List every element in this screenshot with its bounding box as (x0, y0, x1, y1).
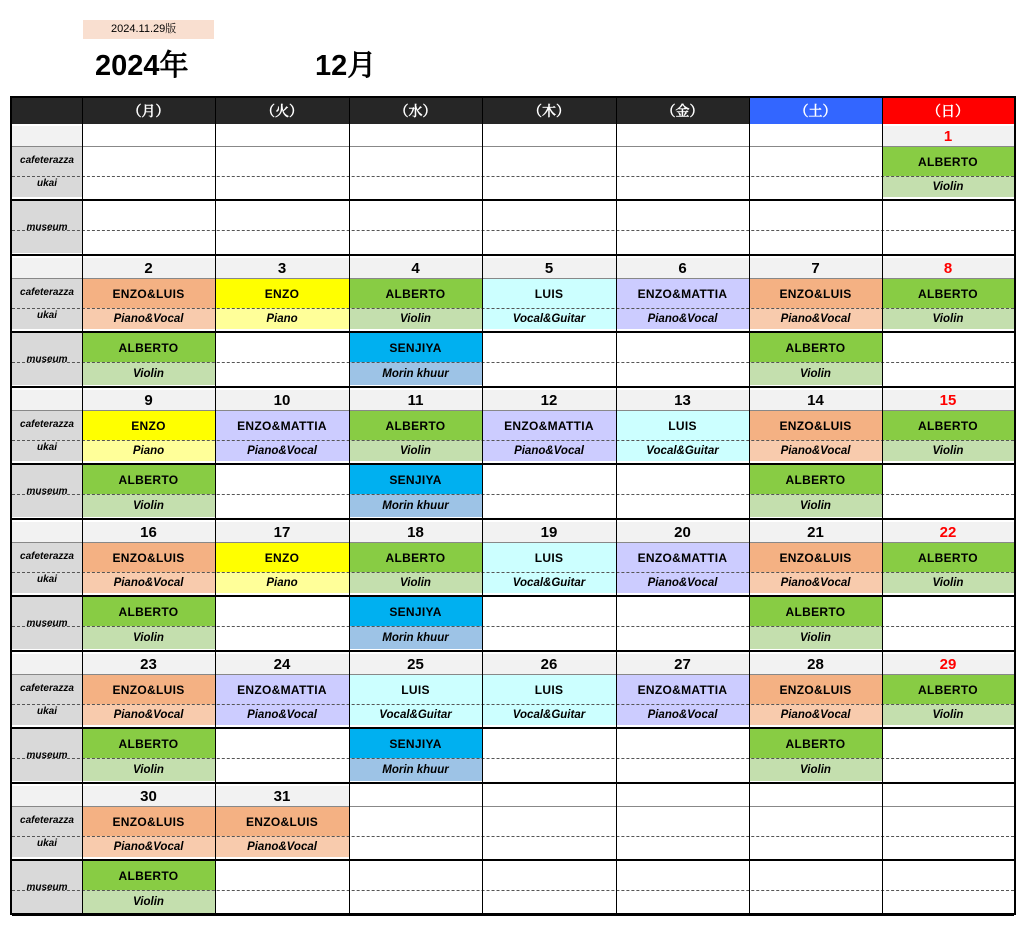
version-label: 2024.11.29版 (83, 20, 214, 39)
cafe-performer (482, 147, 616, 176)
week-separator (12, 518, 1014, 520)
museum-performer: SENJIYA (349, 597, 482, 626)
month-title: 12月 (315, 50, 377, 82)
museum-performer (882, 861, 1014, 890)
dashed-separator (12, 758, 1014, 759)
cafe-performer: ENZO&MATTIA (616, 279, 749, 308)
museum-instrument (882, 626, 1014, 649)
cafe-instrument (482, 836, 616, 857)
museum-instrument (215, 758, 349, 781)
cafe-instrument: Piano&Vocal (616, 704, 749, 725)
museum-instrument: Morin khuur (349, 758, 482, 781)
cafe-instrument: Piano&Vocal (82, 836, 215, 857)
museum-performer (482, 333, 616, 362)
museum-instrument (882, 758, 1014, 781)
museum-instrument (482, 230, 616, 253)
weekday-header: （日） (882, 98, 1014, 124)
cafe-performer: ENZO&LUIS (82, 279, 215, 308)
cafe-instrument: Vocal&Guitar (349, 704, 482, 725)
cafe-instrument: Piano&Vocal (749, 572, 882, 593)
cafe-instrument (616, 176, 749, 197)
day-number: 17 (215, 522, 349, 542)
cafe-performer: ENZO (215, 543, 349, 572)
venue-cafe-line2: ukai (36, 574, 57, 585)
museum-instrument (616, 626, 749, 649)
museum-instrument: Violin (82, 494, 215, 517)
museum-performer: ALBERTO (82, 729, 215, 758)
day-number (749, 786, 882, 806)
cafe-performer: LUIS (616, 411, 749, 440)
cafe-instrument: Violin (349, 308, 482, 329)
museum-performer (749, 201, 882, 230)
day-number: 19 (482, 522, 616, 542)
museum-instrument: Morin khuur (349, 626, 482, 649)
day-number: 3 (215, 258, 349, 278)
row-separator (12, 542, 1014, 543)
row-separator (12, 278, 1014, 279)
schedule-calendar (10, 96, 1016, 915)
cafe-instrument: Piano&Vocal (215, 704, 349, 725)
cafe-instrument: Piano&Vocal (215, 440, 349, 461)
museum-performer (82, 201, 215, 230)
cafe-instrument (215, 176, 349, 197)
museum-performer (349, 201, 482, 230)
weekday-header: （水） (349, 98, 482, 124)
cafe-performer: ENZO&LUIS (749, 543, 882, 572)
day-number: 10 (215, 390, 349, 410)
venue-cafe-line1: cafeterazza (20, 287, 74, 298)
museum-instrument: Violin (749, 626, 882, 649)
cafe-instrument: Violin (349, 440, 482, 461)
museum-performer (616, 729, 749, 758)
venue-cafe-line1: cafeterazza (20, 815, 74, 826)
week-separator (12, 386, 1014, 388)
venue-label-blank (12, 786, 82, 806)
museum-instrument: Morin khuur (349, 494, 482, 517)
museum-instrument (215, 362, 349, 385)
cafe-instrument: Piano&Vocal (616, 308, 749, 329)
museum-performer: ALBERTO (749, 465, 882, 494)
museum-performer (882, 201, 1014, 230)
museum-instrument (749, 890, 882, 913)
cafe-instrument: Violin (349, 572, 482, 593)
museum-instrument: Violin (749, 758, 882, 781)
venue-separator (12, 463, 1014, 465)
museum-performer: SENJIYA (349, 465, 482, 494)
dashed-separator (12, 890, 1014, 891)
dashed-separator (12, 308, 1014, 309)
museum-instrument (616, 758, 749, 781)
venue-label-cafe (12, 147, 82, 197)
cafe-performer: ENZO (82, 411, 215, 440)
venue-label-museum: museum (12, 333, 82, 385)
day-number: 11 (349, 390, 482, 410)
museum-instrument (882, 362, 1014, 385)
museum-performer (882, 465, 1014, 494)
cafe-instrument: Piano (215, 308, 349, 329)
museum-instrument: Violin (749, 362, 882, 385)
weekday-header-blank (12, 98, 82, 124)
weekday-header: （火） (215, 98, 349, 124)
venue-separator (12, 727, 1014, 729)
cafe-performer (749, 147, 882, 176)
column-divider (882, 98, 883, 913)
museum-instrument (215, 890, 349, 913)
cafe-performer: ENZO&MATTIA (215, 675, 349, 704)
week-separator (12, 914, 1014, 916)
cafe-instrument: Piano&Vocal (82, 308, 215, 329)
cafe-instrument (882, 836, 1014, 857)
museum-performer: ALBERTO (749, 333, 882, 362)
day-number: 29 (882, 654, 1014, 674)
museum-instrument (215, 626, 349, 649)
museum-performer (482, 729, 616, 758)
venue-label-cafe (12, 411, 82, 461)
cafe-performer: ALBERTO (349, 411, 482, 440)
day-number: 6 (616, 258, 749, 278)
cafe-performer (616, 147, 749, 176)
day-number (349, 126, 482, 146)
venue-cafe-line1: cafeterazza (20, 683, 74, 694)
row-separator (12, 410, 1014, 411)
venue-label-blank (12, 654, 82, 674)
dashed-separator (12, 440, 1014, 441)
museum-instrument (482, 890, 616, 913)
cafe-instrument: Piano (82, 440, 215, 461)
cafe-performer: ENZO&LUIS (82, 675, 215, 704)
cafe-instrument (349, 836, 482, 857)
cafe-performer (482, 807, 616, 836)
weekday-header: （金） (616, 98, 749, 124)
museum-instrument: Violin (82, 758, 215, 781)
venue-separator (12, 859, 1014, 861)
museum-performer: ALBERTO (82, 465, 215, 494)
day-number (616, 786, 749, 806)
cafe-performer: LUIS (482, 279, 616, 308)
venue-cafe-line2: ukai (36, 838, 57, 849)
cafe-performer (82, 147, 215, 176)
day-number: 2 (82, 258, 215, 278)
cafe-performer: ALBERTO (882, 543, 1014, 572)
venue-label-museum: museum (12, 465, 82, 517)
cafe-instrument: Piano&Vocal (82, 704, 215, 725)
museum-instrument (616, 362, 749, 385)
dashed-separator (12, 494, 1014, 495)
museum-performer (616, 597, 749, 626)
cafe-instrument (349, 176, 482, 197)
museum-instrument (482, 626, 616, 649)
dashed-separator (12, 626, 1014, 627)
cafe-instrument: Vocal&Guitar (616, 440, 749, 461)
museum-performer (482, 597, 616, 626)
venue-label-museum: museum (12, 597, 82, 649)
dashed-separator (12, 704, 1014, 705)
day-number: 21 (749, 522, 882, 542)
day-number: 26 (482, 654, 616, 674)
venue-label-blank (12, 390, 82, 410)
venue-separator (12, 595, 1014, 597)
cafe-performer: LUIS (482, 543, 616, 572)
museum-instrument (616, 890, 749, 913)
venue-label-cafe (12, 675, 82, 725)
day-number: 1 (882, 126, 1014, 146)
venue-cafe-line2: ukai (36, 178, 57, 189)
museum-performer (482, 465, 616, 494)
museum-instrument (215, 230, 349, 253)
museum-instrument (882, 230, 1014, 253)
weekday-header: （木） (482, 98, 616, 124)
day-number: 30 (82, 786, 215, 806)
museum-instrument: Violin (82, 890, 215, 913)
cafe-instrument: Piano&Vocal (616, 572, 749, 593)
venue-separator (12, 331, 1014, 333)
cafe-instrument: Piano&Vocal (749, 440, 882, 461)
venue-label-cafe (12, 807, 82, 857)
cafe-performer: ENZO&LUIS (82, 807, 215, 836)
column-divider (349, 98, 350, 913)
cafe-instrument (616, 836, 749, 857)
museum-performer (616, 333, 749, 362)
cafe-performer: LUIS (349, 675, 482, 704)
museum-performer: ALBERTO (82, 333, 215, 362)
museum-instrument (482, 758, 616, 781)
museum-instrument (882, 494, 1014, 517)
museum-instrument (482, 494, 616, 517)
venue-label-museum: museum (12, 201, 82, 253)
venue-label-blank (12, 522, 82, 542)
museum-performer (215, 333, 349, 362)
day-number: 24 (215, 654, 349, 674)
cafe-performer: ENZO&LUIS (215, 807, 349, 836)
museum-performer (882, 597, 1014, 626)
venue-label-cafe (12, 543, 82, 593)
museum-instrument (482, 362, 616, 385)
museum-performer (616, 201, 749, 230)
museum-performer: ALBERTO (749, 597, 882, 626)
day-number: 27 (616, 654, 749, 674)
venue-label-cafe (12, 279, 82, 329)
venue-label-museum: museum (12, 861, 82, 913)
cafe-instrument: Vocal&Guitar (482, 704, 616, 725)
venue-label-blank (12, 258, 82, 278)
museum-performer (215, 597, 349, 626)
cafe-instrument (482, 176, 616, 197)
row-separator (12, 146, 1014, 147)
day-number: 9 (82, 390, 215, 410)
day-number: 28 (749, 654, 882, 674)
column-divider (215, 98, 216, 913)
column-divider (482, 98, 483, 913)
column-divider (616, 98, 617, 913)
day-number: 7 (749, 258, 882, 278)
day-number: 23 (82, 654, 215, 674)
cafe-performer (215, 147, 349, 176)
year-title: 2024年 (95, 50, 189, 82)
cafe-instrument (749, 176, 882, 197)
cafe-performer: ENZO&MATTIA (482, 411, 616, 440)
day-number: 25 (349, 654, 482, 674)
museum-performer (215, 465, 349, 494)
cafe-performer: ENZO&LUIS (749, 279, 882, 308)
cafe-instrument: Piano&Vocal (749, 308, 882, 329)
cafe-performer: ENZO&MATTIA (616, 675, 749, 704)
day-number (215, 126, 349, 146)
week-separator (12, 650, 1014, 652)
venue-separator (12, 199, 1014, 201)
day-number (749, 126, 882, 146)
cafe-performer (349, 147, 482, 176)
dashed-separator (12, 230, 1014, 231)
dashed-separator (12, 572, 1014, 573)
museum-performer: SENJIYA (349, 729, 482, 758)
day-number (349, 786, 482, 806)
weekday-header: （土） (749, 98, 882, 124)
cafe-performer (882, 807, 1014, 836)
day-number: 13 (616, 390, 749, 410)
dashed-separator (12, 176, 1014, 177)
museum-performer (349, 861, 482, 890)
cafe-instrument (749, 836, 882, 857)
day-number: 15 (882, 390, 1014, 410)
museum-instrument: Violin (749, 494, 882, 517)
museum-performer (215, 861, 349, 890)
cafe-performer (349, 807, 482, 836)
day-number: 8 (882, 258, 1014, 278)
cafe-instrument: Piano&Vocal (749, 704, 882, 725)
museum-performer (882, 729, 1014, 758)
cafe-performer (749, 807, 882, 836)
day-number: 18 (349, 522, 482, 542)
venue-cafe-line2: ukai (36, 442, 57, 453)
museum-instrument (616, 494, 749, 517)
cafe-instrument: Vocal&Guitar (482, 572, 616, 593)
dashed-separator (12, 362, 1014, 363)
museum-instrument: Violin (82, 626, 215, 649)
cafe-performer: LUIS (482, 675, 616, 704)
day-number: 20 (616, 522, 749, 542)
venue-cafe-line1: cafeterazza (20, 419, 74, 430)
museum-performer: SENJIYA (349, 333, 482, 362)
venue-label-blank (12, 126, 82, 146)
museum-performer (749, 861, 882, 890)
row-separator (12, 806, 1014, 807)
museum-performer (882, 333, 1014, 362)
day-number: 12 (482, 390, 616, 410)
day-number: 5 (482, 258, 616, 278)
column-divider (749, 98, 750, 913)
cafe-instrument: Piano&Vocal (82, 572, 215, 593)
museum-performer (215, 729, 349, 758)
day-number (482, 126, 616, 146)
museum-performer (215, 201, 349, 230)
weekday-header: （月） (82, 98, 215, 124)
dashed-separator (12, 836, 1014, 837)
cafe-performer: ENZO&LUIS (82, 543, 215, 572)
cafe-instrument (82, 176, 215, 197)
museum-performer (616, 465, 749, 494)
museum-instrument (616, 230, 749, 253)
column-divider (82, 98, 83, 913)
cafe-performer: ALBERTO (882, 147, 1014, 176)
museum-instrument (82, 230, 215, 253)
cafe-performer: ENZO&LUIS (749, 411, 882, 440)
cafe-performer: ALBERTO (349, 279, 482, 308)
museum-instrument (749, 230, 882, 253)
cafe-performer: ALBERTO (882, 675, 1014, 704)
cafe-performer: ALBERTO (882, 411, 1014, 440)
week-separator (12, 782, 1014, 784)
venue-label-museum: museum (12, 729, 82, 781)
day-number: 4 (349, 258, 482, 278)
museum-performer: ALBERTO (82, 597, 215, 626)
day-number (82, 126, 215, 146)
row-separator (12, 674, 1014, 675)
day-number (616, 126, 749, 146)
venue-cafe-line2: ukai (36, 706, 57, 717)
cafe-performer: ENZO&MATTIA (616, 543, 749, 572)
museum-performer (482, 201, 616, 230)
cafe-performer: ENZO&LUIS (749, 675, 882, 704)
cafe-instrument: Vocal&Guitar (482, 308, 616, 329)
cafe-instrument: Violin (882, 440, 1014, 461)
day-number: 16 (82, 522, 215, 542)
day-number: 14 (749, 390, 882, 410)
cafe-instrument: Violin (882, 176, 1014, 197)
museum-performer (482, 861, 616, 890)
cafe-performer: ALBERTO (882, 279, 1014, 308)
museum-performer (616, 861, 749, 890)
museum-performer: ALBERTO (82, 861, 215, 890)
cafe-instrument: Piano&Vocal (215, 836, 349, 857)
cafe-instrument: Piano (215, 572, 349, 593)
cafe-performer: ENZO&MATTIA (215, 411, 349, 440)
museum-instrument (349, 230, 482, 253)
museum-instrument (215, 494, 349, 517)
venue-cafe-line1: cafeterazza (20, 551, 74, 562)
venue-cafe-line2: ukai (36, 310, 57, 321)
day-number: 31 (215, 786, 349, 806)
museum-instrument: Violin (82, 362, 215, 385)
cafe-performer (616, 807, 749, 836)
day-number: 22 (882, 522, 1014, 542)
museum-performer: ALBERTO (749, 729, 882, 758)
museum-instrument: Morin khuur (349, 362, 482, 385)
cafe-instrument: Violin (882, 572, 1014, 593)
cafe-instrument: Violin (882, 704, 1014, 725)
cafe-performer: ENZO (215, 279, 349, 308)
cafe-performer: ALBERTO (349, 543, 482, 572)
week-separator (12, 254, 1014, 256)
day-number (882, 786, 1014, 806)
venue-cafe-line1: cafeterazza (20, 155, 74, 166)
day-number (482, 786, 616, 806)
cafe-instrument: Piano&Vocal (482, 440, 616, 461)
museum-instrument (349, 890, 482, 913)
cafe-instrument: Violin (882, 308, 1014, 329)
museum-instrument (882, 890, 1014, 913)
